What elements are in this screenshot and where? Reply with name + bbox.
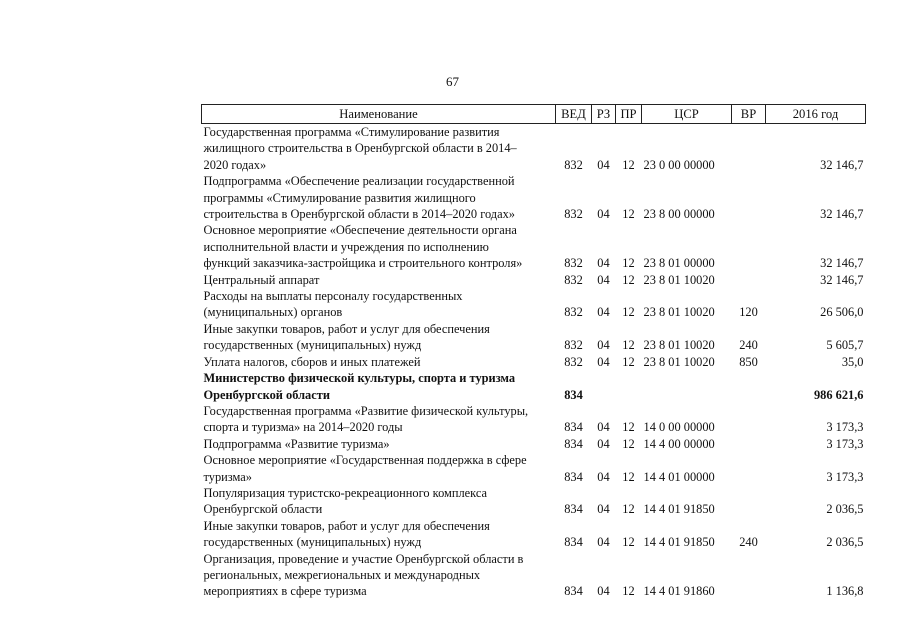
row-pr: 12 — [622, 469, 635, 484]
row-name-line: Расходы на выплаты персоналу государственных — [203, 289, 463, 304]
row-rz: 04 — [597, 354, 610, 369]
row-csr — [642, 370, 732, 403]
row-amount: 5 605,7 — [826, 338, 864, 353]
row-amount: 1 136,8 — [826, 584, 864, 599]
table-row — [202, 173, 866, 222]
row-amount: 32 146,7 — [820, 157, 864, 172]
row-csr: 23 8 01 00000 — [643, 256, 715, 271]
row-name-line: Иные закупки товаров, работ и услуг для обеспечения — [203, 518, 490, 533]
row-name-line: Подпрограмма «Обеспечение реализации государственной — [203, 174, 515, 189]
row-rz: 04 — [597, 469, 610, 484]
row-ved: 834 — [564, 584, 583, 599]
row-rz — [592, 370, 616, 403]
row-ved: 834 — [564, 436, 583, 451]
table-row — [202, 321, 866, 354]
row-name-line: государственных (муниципальных) нужд — [203, 535, 422, 550]
budget-table — [201, 104, 866, 600]
header-rz: РЗ — [592, 105, 616, 124]
header-pr: ПР — [616, 105, 642, 124]
row-csr: 23 8 01 10020 — [643, 354, 715, 369]
row-ved: 834 — [564, 502, 583, 517]
row-vr — [732, 485, 766, 518]
row-name-line: туризма» — [203, 469, 252, 484]
table-header-row — [202, 105, 866, 124]
row-vr — [732, 222, 766, 271]
table-row — [202, 272, 866, 288]
table-row — [202, 518, 866, 551]
row-name — [202, 403, 556, 436]
row-name-line: Министерство физической культуры, спорта и туризма — [203, 371, 516, 386]
row-vr — [732, 272, 766, 288]
row-vr: 850 — [739, 354, 758, 369]
header-ved: ВЕД — [556, 105, 592, 124]
row-amount: 32 146,7 — [820, 272, 864, 287]
row-name-line: Уплата налогов, сборов и иных платежей — [203, 354, 421, 369]
row-name-line: жилищного строительства в Оренбургской области в 2014– — [203, 141, 517, 156]
header-name: Наименование — [202, 105, 556, 124]
row-ved: 832 — [564, 157, 583, 172]
row-csr: 14 4 01 91850 — [643, 502, 715, 517]
row-name-line: Организация, проведение и участие Оренбургской области в — [203, 551, 524, 566]
row-ved: 834 — [564, 387, 583, 402]
table-row — [202, 370, 866, 403]
row-name-line: Основное мероприятие «Государственная поддержка в сфере — [203, 453, 527, 468]
row-name — [202, 518, 556, 551]
row-name-line: региональных, межрегиональных и международных — [203, 567, 481, 582]
row-rz: 04 — [597, 420, 610, 435]
row-rz: 04 — [597, 305, 610, 320]
row-amount: 35,0 — [841, 354, 864, 369]
row-pr: 12 — [622, 354, 635, 369]
row-vr: 240 — [739, 338, 758, 353]
row-pr: 12 — [622, 207, 635, 222]
row-csr: 23 8 00 00000 — [643, 207, 715, 222]
row-vr — [732, 124, 766, 174]
row-amount: 32 146,7 — [820, 207, 864, 222]
row-vr — [732, 452, 766, 485]
row-name — [202, 173, 556, 222]
row-rz: 04 — [597, 535, 610, 550]
row-pr: 12 — [622, 584, 635, 599]
row-vr — [732, 551, 766, 600]
row-pr: 12 — [622, 272, 635, 287]
row-name-line: Подпрограмма «Развитие туризма» — [203, 436, 390, 451]
row-rz: 04 — [597, 338, 610, 353]
row-csr: 23 8 01 10020 — [643, 272, 715, 287]
row-csr: 14 4 01 91850 — [643, 535, 715, 550]
row-vr: 240 — [739, 535, 758, 550]
row-pr: 12 — [622, 502, 635, 517]
row-vr — [732, 370, 766, 403]
table-row — [202, 436, 866, 452]
row-amount: 26 506,0 — [820, 305, 864, 320]
row-pr: 12 — [622, 535, 635, 550]
row-pr: 12 — [622, 420, 635, 435]
row-vr — [732, 436, 766, 452]
row-ved: 834 — [564, 535, 583, 550]
row-amount: 2 036,5 — [826, 502, 864, 517]
row-ved: 832 — [564, 207, 583, 222]
row-name-line: спорта и туризма» на 2014–2020 годы — [203, 420, 403, 435]
row-ved: 832 — [564, 256, 583, 271]
header-year: 2016 год — [766, 105, 866, 124]
row-name — [202, 354, 556, 370]
row-csr: 14 4 01 91860 — [643, 584, 715, 599]
row-amount: 3 173,3 — [826, 469, 864, 484]
row-rz: 04 — [597, 157, 610, 172]
table-row — [202, 485, 866, 518]
row-name — [202, 321, 556, 354]
row-name — [202, 452, 556, 485]
table-row — [202, 551, 866, 600]
row-name — [202, 551, 556, 600]
row-name-line: (муниципальных) органов — [203, 305, 343, 320]
row-csr: 14 0 00 00000 — [643, 420, 715, 435]
row-name-line: Оренбургской области — [203, 502, 323, 517]
row-name-line: Иные закупки товаров, работ и услуг для обеспечения — [203, 321, 490, 336]
row-name-line: 2020 годах» — [203, 157, 267, 172]
row-name — [202, 288, 556, 321]
row-pr: 12 — [622, 305, 635, 320]
row-ved: 832 — [564, 272, 583, 287]
row-vr — [732, 173, 766, 222]
header-csr: ЦСР — [642, 105, 732, 124]
row-name — [202, 370, 556, 403]
row-ved: 832 — [564, 305, 583, 320]
table-row — [202, 124, 866, 174]
row-rz: 04 — [597, 207, 610, 222]
row-csr: 23 8 01 10020 — [643, 338, 715, 353]
row-amount: 3 173,3 — [826, 420, 864, 435]
row-name-line: Государственная программа «Стимулирование развития — [203, 125, 500, 139]
row-ved: 832 — [564, 354, 583, 369]
row-amount: 2 036,5 — [826, 535, 864, 550]
row-amount: 3 173,3 — [826, 436, 864, 451]
row-amount: 986 621,6 — [813, 387, 864, 402]
row-name-line: Основное мероприятие «Обеспечение деятельности органа — [203, 223, 517, 238]
row-vr: 120 — [739, 305, 758, 320]
table-row — [202, 452, 866, 485]
header-vr: ВР — [732, 105, 766, 124]
row-vr — [732, 403, 766, 436]
row-rz: 04 — [597, 256, 610, 271]
page-number: 67 — [446, 74, 459, 89]
table-row — [202, 288, 866, 321]
row-name-line: Государственная программа «Развитие физической культуры, — [203, 403, 529, 418]
row-name-line: Оренбургской области — [203, 387, 330, 402]
row-name-line: исполнительной власти и учреждения по исполнению — [203, 239, 489, 254]
row-pr: 12 — [622, 338, 635, 353]
row-name — [202, 485, 556, 518]
row-name-line: программы «Стимулирование развития жилищного — [203, 190, 476, 205]
row-ved: 834 — [564, 420, 583, 435]
row-ved: 832 — [564, 338, 583, 353]
row-csr: 23 8 01 10020 — [643, 305, 715, 320]
row-rz: 04 — [597, 436, 610, 451]
row-pr: 12 — [622, 157, 635, 172]
row-name-line: мероприятиях в сфере туризма — [203, 584, 367, 599]
row-pr: 12 — [622, 256, 635, 271]
row-csr: 23 0 00 00000 — [643, 157, 715, 172]
table-row — [202, 222, 866, 271]
row-csr: 14 4 01 00000 — [643, 469, 715, 484]
row-rz: 04 — [597, 584, 610, 599]
row-name — [202, 272, 556, 288]
row-csr: 14 4 00 00000 — [643, 436, 715, 451]
row-name — [202, 124, 556, 174]
row-name-line: государственных (муниципальных) нужд — [203, 338, 422, 353]
table-row — [202, 403, 866, 436]
row-name-line: Центральный аппарат — [203, 272, 320, 287]
table-row — [202, 354, 866, 370]
row-name — [202, 436, 556, 452]
row-rz: 04 — [597, 272, 610, 287]
row-name — [202, 222, 556, 271]
row-amount: 32 146,7 — [820, 256, 864, 271]
row-name-line: Популяризация туристско-рекреационного комплекса — [203, 485, 488, 500]
row-rz: 04 — [597, 502, 610, 517]
row-pr — [616, 370, 642, 403]
row-name-line: строительства в Оренбургской области в 2014–2020 годах» — [203, 207, 516, 222]
row-pr: 12 — [622, 436, 635, 451]
row-name-line: функций заказчика-застройщика и строительного контроля» — [203, 256, 523, 271]
row-ved: 834 — [564, 469, 583, 484]
